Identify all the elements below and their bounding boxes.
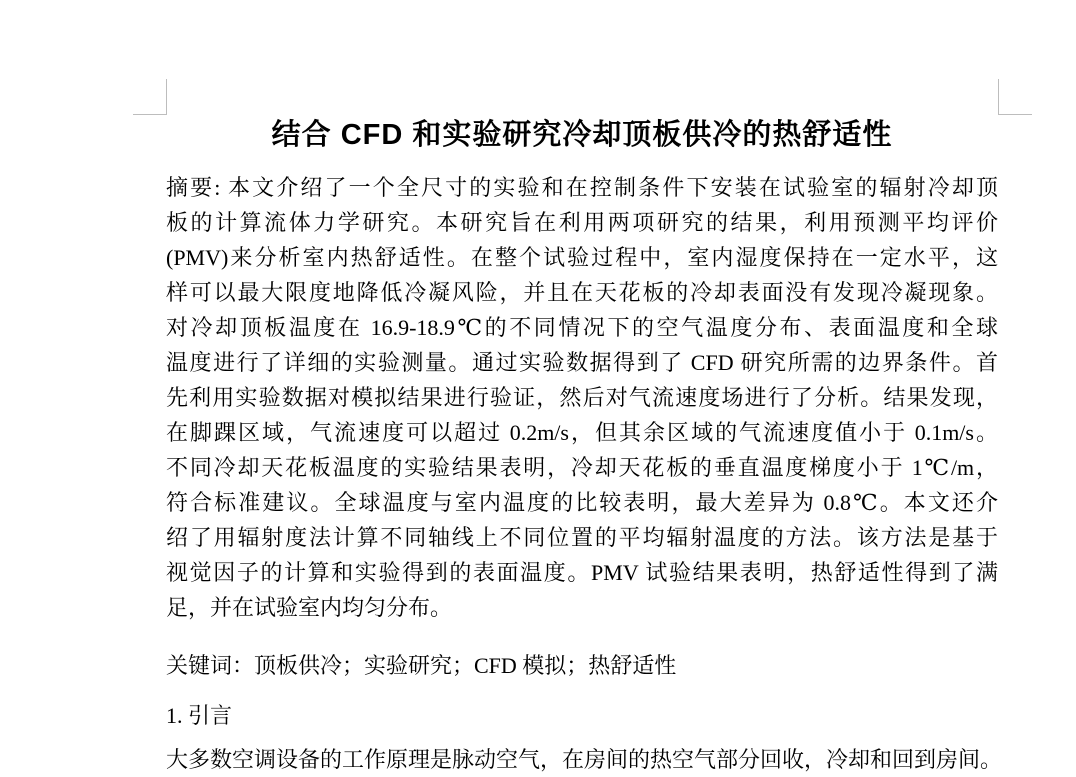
keywords-line: 关键词：顶板供冷；实验研究；CFD 模拟；热舒适性 xyxy=(166,653,677,678)
page-margin-mark-top-left xyxy=(133,79,167,115)
abstract-line: 足，并在试验室内均匀分布。 xyxy=(166,595,453,620)
abstract-line: 在脚踝区域，气流速度可以超过 0.2m/s，但其余区域的气流速度值小于 0.1m/s。 xyxy=(166,420,998,445)
abstract-line: 样可以最大限度地降低冷凝风险，并且在天花板的冷却表面没有发现冷凝现象。 xyxy=(166,280,998,305)
abstract-line: 视觉因子的计算和实验得到的表面温度。PMV 试验结果表明，热舒适性得到了满 xyxy=(166,560,998,585)
abstract-line: 符合标准建议。全球温度与室内温度的比较表明，最大差异为 0.8℃。本文还介 xyxy=(166,490,998,515)
abstract-line: 对冷却顶板温度在 16.9-18.9℃的不同情况下的空气温度分布、表面温度和全球 xyxy=(166,315,998,340)
introduction-paragraph: 大多数空调设备的工作原理是脉动空气，在房间的热空气部分回收，冷却和回到房间。 xyxy=(166,747,1003,772)
abstract-line: 温度进行了详细的实验测量。通过实验数据得到了 CFD 研究所需的边界条件。首 xyxy=(166,350,998,375)
abstract-line: (PMV)来分析室内热舒适性。在整个试验过程中，室内湿度保持在一定水平，这 xyxy=(166,245,998,270)
abstract-line: 不同冷却天花板温度的实验结果表明，冷却天花板的垂直温度梯度小于 1℃/m， xyxy=(166,455,998,480)
abstract-line: 摘要: 本文介绍了一个全尺寸的实验和在控制条件下安装在试验室的辐射冷却顶 xyxy=(166,175,998,200)
page-margin-mark-top-right xyxy=(998,79,1032,115)
abstract-paragraph xyxy=(166,170,998,625)
abstract-line: 绍了用辐射度法计算不同轴线上不同位置的平均辐射温度的方法。该方法是基于 xyxy=(166,525,998,550)
abstract-line: 先利用实验数据对模拟结果进行验证，然后对气流速度场进行了分析。结果发现， xyxy=(166,385,998,410)
section-heading-introduction: 1. 引言 xyxy=(166,703,233,728)
document-content xyxy=(166,0,1003,777)
abstract-line: 板的计算流体力学研究。本研究旨在利用两项研究的结果，利用预测平均评价 xyxy=(166,210,998,235)
document-title: 结合 CFD 和实验研究冷却顶板供冷的热舒适性 xyxy=(271,119,893,151)
